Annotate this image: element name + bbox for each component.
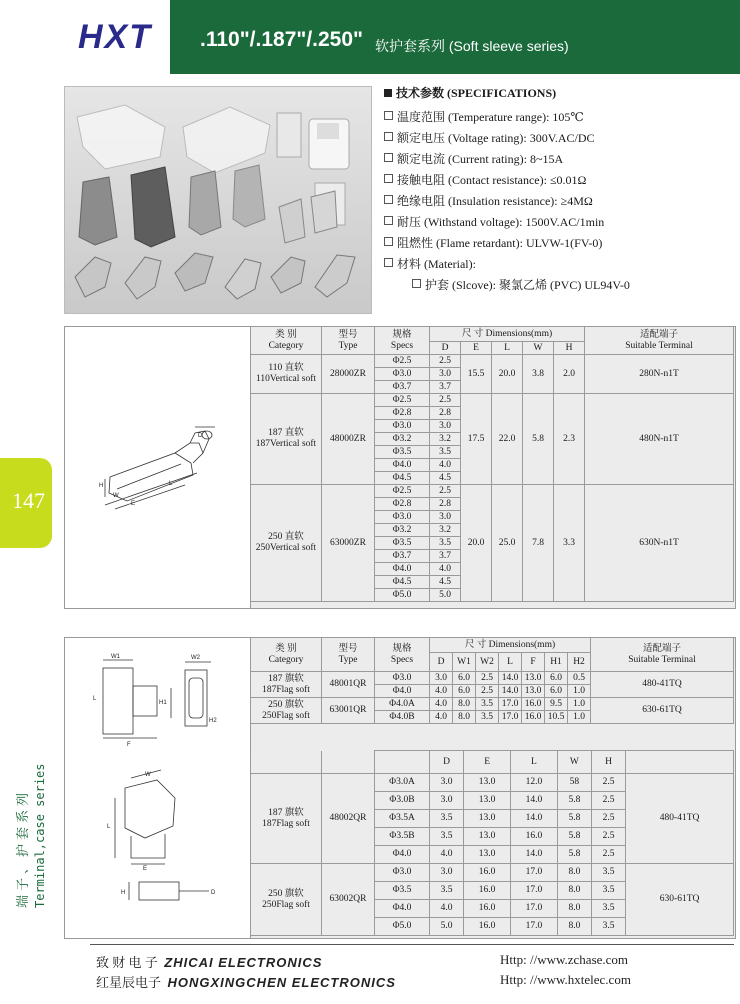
- spec-text: 额定电流 (Current rating): 8~15A: [397, 152, 564, 166]
- table-subheader-row: [251, 751, 734, 774]
- dim-cell: 10.5: [545, 711, 568, 724]
- spec-cell: Φ3.0: [375, 420, 430, 433]
- dim-cell: 6.0: [545, 672, 568, 685]
- table-header-row: [251, 638, 734, 653]
- dim-cell: 2.5: [476, 672, 499, 685]
- header-specs: 规格 Specs: [375, 327, 430, 355]
- dim-cell: 3.5: [592, 900, 626, 918]
- dim-cell: 2.5: [592, 828, 626, 846]
- spec-line: [384, 233, 734, 254]
- header-dim-col: H1: [545, 653, 568, 672]
- dim-cell: 16.0: [464, 864, 511, 882]
- dim-cell: 13.0: [464, 828, 511, 846]
- type-cell: 48000ZR: [322, 394, 375, 485]
- spec-text: 额定电压 (Voltage rating): 300V.AC/DC: [397, 131, 595, 145]
- dim-cell: 5.8: [557, 810, 591, 828]
- page-subtitle: 软护套系列 (Soft sleeve series): [375, 38, 569, 54]
- spec-cell: Φ3.0: [375, 368, 430, 381]
- dim-cell: 8.0: [557, 864, 591, 882]
- footer-company-cn: 红星辰电子: [96, 975, 162, 990]
- footer-company-2: [96, 972, 396, 991]
- category-cell: 187 旗软 187Flag soft: [251, 672, 322, 698]
- specs-heading: [384, 84, 734, 101]
- dim-cell: 3.0: [430, 864, 464, 882]
- dim-cell: 17.0: [499, 698, 522, 711]
- dim-cell: 13.0: [464, 846, 511, 864]
- type-cell: 63000ZR: [322, 485, 375, 602]
- header-dim-col: W: [523, 342, 554, 355]
- dim-cell: 4.0: [430, 711, 453, 724]
- dim-cell: 17.0: [511, 900, 558, 918]
- dim-cell: 3.0: [430, 672, 453, 685]
- table-row: [251, 485, 734, 498]
- dim-cell: 17.0: [511, 918, 558, 936]
- spec-line-material: [384, 275, 734, 296]
- product-photo: [64, 86, 372, 314]
- dim-d-cell: 3.0: [430, 511, 461, 524]
- spec-text: 绝缘电阻 (Insulation resistance): ≥4MΩ: [397, 194, 593, 208]
- dim-d-cell: 3.0: [430, 368, 461, 381]
- dim-d-cell: 4.5: [430, 472, 461, 485]
- header-dim-col: H2: [568, 653, 591, 672]
- dim-d-cell: 5.0: [430, 589, 461, 602]
- dim-d-cell: 3.2: [430, 433, 461, 446]
- dim-label-h: H: [99, 483, 104, 489]
- spec-cell: Φ3.0: [375, 864, 430, 882]
- spec-cell: Φ3.7: [375, 381, 430, 394]
- terminal-cell: 480-41TQ: [591, 672, 734, 698]
- spec-cell: Φ3.2: [375, 433, 430, 446]
- vertical-text-cn: 端子、护套系列: [16, 788, 31, 908]
- spec-table-vertical-soft: [250, 326, 734, 602]
- dim-d-cell: 2.5: [430, 355, 461, 368]
- spec-cell: Φ4.5: [375, 576, 430, 589]
- terminal-cell: 630-61TQ: [626, 864, 734, 936]
- header-dimensions: 尺 寸 Dimensions(mm): [430, 327, 585, 342]
- side-vertical-text-svg: [14, 740, 54, 910]
- spec-cell: Φ2.8: [375, 407, 430, 420]
- page-title: .110"/.187"/.250": [200, 28, 363, 51]
- spec-cell: Φ3.5A: [375, 810, 430, 828]
- dim-d-cell: 2.8: [430, 498, 461, 511]
- spec-line: [384, 254, 734, 275]
- spec-cell: Φ4.0: [375, 563, 430, 576]
- header-dim-col: D: [430, 751, 464, 774]
- spec-cell: Φ2.5: [375, 394, 430, 407]
- dim-w-cell: 5.8: [523, 394, 554, 485]
- header-dim-col: H: [554, 342, 585, 355]
- drawing-area-flag: [65, 638, 251, 938]
- brand-logo: HXT: [78, 18, 152, 56]
- dim-e-cell: 15.5: [461, 355, 492, 394]
- dim-d-cell: 4.5: [430, 576, 461, 589]
- table-header-row: [251, 327, 734, 342]
- blank-cell: [322, 751, 375, 774]
- header-category: 类 别 Category: [251, 638, 322, 672]
- specifications-block: [384, 84, 734, 296]
- terminal-cell: 480N-n1T: [585, 394, 734, 485]
- dim-cell: 14.0: [511, 846, 558, 864]
- spec-cell: Φ4.0A: [375, 698, 430, 711]
- dim-cell: 16.0: [522, 698, 545, 711]
- category-cell: 250 旗软 250Flag soft: [251, 698, 322, 724]
- dim-cell: 14.0: [511, 810, 558, 828]
- type-cell: 28000ZR: [322, 355, 375, 394]
- footer-company-cn: 致 财 电 子: [96, 955, 158, 970]
- dim-label-e: E: [143, 866, 148, 872]
- header-dim-col: W1: [453, 653, 476, 672]
- dim-label-h1: H1: [159, 700, 167, 706]
- dim-label-w: W: [113, 493, 119, 499]
- spec-text: 接触电阻 (Contact resistance): ≤0.01Ω: [397, 173, 587, 187]
- dim-cell: 13.0: [464, 810, 511, 828]
- header-dim-col: D: [430, 653, 453, 672]
- checkbox-square-icon: [412, 279, 421, 288]
- blank-cell: [375, 751, 430, 774]
- dim-h-cell: 3.3: [554, 485, 585, 602]
- checkbox-square-icon: [384, 195, 393, 204]
- dim-cell: 2.5: [592, 846, 626, 864]
- spec-line: [384, 212, 734, 233]
- dim-cell: 14.0: [511, 792, 558, 810]
- header-dimensions: 尺 寸 Dimensions(mm): [430, 638, 591, 653]
- spec-cell: Φ4.0B: [375, 711, 430, 724]
- dim-cell: 8.0: [557, 882, 591, 900]
- header-dim-col: E: [461, 342, 492, 355]
- header-dim-col: D: [430, 342, 461, 355]
- dim-cell: 4.0: [430, 900, 464, 918]
- dim-cell: 5.8: [557, 828, 591, 846]
- dim-cell: 8.0: [557, 900, 591, 918]
- checkbox-square-icon: [384, 237, 393, 246]
- spec-cell: Φ3.0: [375, 672, 430, 685]
- spec-cell: Φ3.5: [375, 537, 430, 550]
- dim-cell: 13.0: [464, 792, 511, 810]
- dim-d-cell: 4.0: [430, 459, 461, 472]
- dim-cell: 5.8: [557, 792, 591, 810]
- checkbox-square-icon: [384, 258, 393, 267]
- footer-company-en: HONGXINGCHEN ELECTRONICS: [167, 975, 396, 990]
- category-cell: 250 直软 250Vertical soft: [251, 485, 322, 602]
- dim-cell: 3.5: [430, 882, 464, 900]
- dim-cell: 16.0: [522, 711, 545, 724]
- dim-cell: 6.0: [453, 672, 476, 685]
- footer-company-en: ZHICAI ELECTRONICS: [164, 955, 323, 970]
- dim-cell: 14.0: [499, 685, 522, 698]
- spec-text: 阻燃性 (Flame retardant): ULVW-1(FV-0): [397, 236, 603, 250]
- dim-d-cell: 2.8: [430, 407, 461, 420]
- page-number-tab: [0, 458, 52, 548]
- dim-cell: 3.5: [592, 882, 626, 900]
- dim-cell: 3.0: [430, 792, 464, 810]
- dim-label-w2: W2: [191, 655, 200, 661]
- dim-cell: 4.0: [430, 846, 464, 864]
- dim-cell: 1.0: [568, 685, 591, 698]
- spec-text: 护套 (Slcove): 聚氯乙烯 (PVC) UL94V-0: [425, 278, 630, 292]
- type-cell: 63001QR: [322, 698, 375, 724]
- table-row: [251, 698, 734, 711]
- dim-d-cell: 4.0: [430, 563, 461, 576]
- dim-d-cell: 3.0: [430, 420, 461, 433]
- dim-l-cell: 25.0: [492, 485, 523, 602]
- spec-cell: Φ4.5: [375, 472, 430, 485]
- spec-cell: Φ3.0B: [375, 792, 430, 810]
- dim-cell: 14.0: [499, 672, 522, 685]
- dim-cell: 3.5: [592, 918, 626, 936]
- checkbox-square-icon: [384, 111, 393, 120]
- spec-line: [384, 149, 734, 170]
- dim-cell: 13.0: [522, 672, 545, 685]
- dim-cell: 8.0: [557, 918, 591, 936]
- header-dim-col: L: [499, 653, 522, 672]
- dim-cell: 2.5: [476, 685, 499, 698]
- table-row: [251, 774, 734, 792]
- header-specs: 规格 Specs: [375, 638, 430, 672]
- side-vertical-label: [14, 740, 54, 910]
- dim-label-f: F: [127, 742, 131, 748]
- terminal-cell: 630-61TQ: [591, 698, 734, 724]
- dim-e-cell: 20.0: [461, 485, 492, 602]
- type-cell: 48002QR: [322, 774, 375, 864]
- header-terminal: 适配端子 Suitable Terminal: [585, 327, 734, 355]
- spec-table-flag-soft: [250, 637, 734, 724]
- spec-cell: Φ4.0: [375, 685, 430, 698]
- checkbox-square-icon: [384, 216, 393, 225]
- header-dim-col: L: [492, 342, 523, 355]
- specs-heading-text: 技术参数 (SPECIFICATIONS): [396, 86, 557, 100]
- dim-d-cell: 3.7: [430, 550, 461, 563]
- dim-label-e: E: [131, 501, 136, 507]
- dim-cell: 16.0: [464, 918, 511, 936]
- dim-label-d: D: [211, 890, 216, 896]
- dim-label-h: H: [121, 890, 126, 896]
- dim-cell: 4.0: [430, 685, 453, 698]
- header-dim-col: H: [592, 751, 626, 774]
- bullet-square-icon: [384, 89, 392, 97]
- dim-w-cell: 7.8: [523, 485, 554, 602]
- spec-cell: Φ2.5: [375, 355, 430, 368]
- spec-cell: Φ5.0: [375, 918, 430, 936]
- spec-cell: Φ3.5: [375, 882, 430, 900]
- title-bar: [170, 0, 740, 74]
- blank-cell: [626, 751, 734, 774]
- spec-cell: Φ5.0: [375, 589, 430, 602]
- dim-e-cell: 17.5: [461, 394, 492, 485]
- dim-cell: 17.0: [511, 864, 558, 882]
- spec-cell: Φ3.0A: [375, 774, 430, 792]
- spec-line: [384, 191, 734, 212]
- terminal-cell: 480-41TQ: [626, 774, 734, 864]
- footer-url-2[interactable]: Http: //www.hxtelec.com: [500, 972, 631, 987]
- table-row: [251, 672, 734, 685]
- page-header: [0, 0, 740, 74]
- table-row: [251, 355, 734, 368]
- dim-d-cell: 2.5: [430, 394, 461, 407]
- dim-cell: 5.8: [557, 846, 591, 864]
- dim-cell: 3.5: [592, 864, 626, 882]
- spec-line: [384, 128, 734, 149]
- blank-cell: [251, 751, 322, 774]
- spec-cell: Φ3.2: [375, 524, 430, 537]
- dim-cell: 5.0: [430, 918, 464, 936]
- footer-divider: [90, 944, 734, 945]
- flag-sleeve-drawing: [65, 638, 250, 938]
- spec-text: 温度范围 (Temperature range): 105℃: [397, 110, 584, 124]
- dim-cell: 16.0: [464, 900, 511, 918]
- header-category: 类 别 Category: [251, 327, 322, 355]
- dim-label-w1: W1: [111, 654, 120, 660]
- spec-line: [384, 107, 734, 128]
- dim-cell: 3.5: [476, 711, 499, 724]
- header-dim-col: W: [557, 751, 591, 774]
- dim-cell: 12.0: [511, 774, 558, 792]
- dim-cell: 3.5: [430, 828, 464, 846]
- checkbox-square-icon: [384, 174, 393, 183]
- spec-cell: Φ3.0: [375, 511, 430, 524]
- category-cell: 250 旗软 250Flag soft: [251, 864, 322, 936]
- vertical-text-en: Terminal,case series: [33, 763, 47, 908]
- spec-cell: Φ3.7: [375, 550, 430, 563]
- dim-cell: 1.0: [568, 711, 591, 724]
- dim-cell: 9.5: [545, 698, 568, 711]
- dim-cell: 13.0: [464, 774, 511, 792]
- type-cell: 63002QR: [322, 864, 375, 936]
- terminal-cell: 280N-n1T: [585, 355, 734, 394]
- dim-cell: 3.0: [430, 774, 464, 792]
- header-dim-col: E: [464, 751, 511, 774]
- page-number: 147: [12, 488, 45, 513]
- header-terminal: 适配端子 Suitable Terminal: [591, 638, 734, 672]
- dim-h-cell: 2.3: [554, 394, 585, 485]
- terminal-cell: 630N-n1T: [585, 485, 734, 602]
- dim-cell: 16.0: [464, 882, 511, 900]
- category-cell: 110 直软 110Vertical soft: [251, 355, 322, 394]
- footer-company-1: [96, 952, 322, 971]
- header-dim-col: W2: [476, 653, 499, 672]
- dim-l-cell: 20.0: [492, 355, 523, 394]
- spec-cell: Φ3.5: [375, 446, 430, 459]
- spec-cell: Φ2.5: [375, 485, 430, 498]
- spec-table-flag-soft-2: [250, 750, 734, 936]
- dim-cell: 58: [557, 774, 591, 792]
- dim-cell: 2.5: [592, 774, 626, 792]
- dim-d-cell: 3.7: [430, 381, 461, 394]
- dim-d-cell: 3.5: [430, 537, 461, 550]
- dim-l-cell: 22.0: [492, 394, 523, 485]
- dim-cell: 17.0: [511, 882, 558, 900]
- spec-text: 耐压 (Withstand voltage): 1500V.AC/1min: [397, 215, 605, 229]
- dim-d-cell: 2.5: [430, 485, 461, 498]
- dim-cell: 6.0: [453, 685, 476, 698]
- category-cell: 187 旗软 187Flag soft: [251, 774, 322, 864]
- dim-label-h2: H2: [209, 718, 217, 724]
- table-row: [251, 864, 734, 882]
- table-row: [251, 394, 734, 407]
- spec-line: [384, 170, 734, 191]
- dim-cell: 3.5: [430, 810, 464, 828]
- dim-cell: 4.0: [430, 698, 453, 711]
- dim-d-cell: 3.2: [430, 524, 461, 537]
- spec-cell: Φ2.8: [375, 498, 430, 511]
- dim-cell: 1.0: [568, 698, 591, 711]
- header-type: 型号 Type: [322, 638, 375, 672]
- dim-h-cell: 2.0: [554, 355, 585, 394]
- header-type: 型号 Type: [322, 327, 375, 355]
- spec-cell: Φ4.0: [375, 459, 430, 472]
- dim-label-d: D: [198, 433, 203, 439]
- drawing-area: [65, 327, 251, 608]
- page-footer: [0, 944, 740, 1004]
- product-photo-illustration: [65, 87, 371, 313]
- dim-label-l2: L: [107, 824, 111, 830]
- dim-label-l: L: [93, 696, 97, 702]
- spec-cell: Φ4.0: [375, 900, 430, 918]
- dim-cell: 2.5: [592, 810, 626, 828]
- spec-cell: Φ4.0: [375, 846, 430, 864]
- dim-cell: 13.0: [522, 685, 545, 698]
- vertical-sleeve-drawing: [65, 327, 250, 608]
- dim-cell: 8.0: [453, 711, 476, 724]
- dim-w-cell: 3.8: [523, 355, 554, 394]
- dim-cell: 0.5: [568, 672, 591, 685]
- type-cell: 48001QR: [322, 672, 375, 698]
- header-dim-col: L: [511, 751, 558, 774]
- header-dim-col: F: [522, 653, 545, 672]
- logo-area: [0, 0, 170, 74]
- spec-cell: Φ3.5B: [375, 828, 430, 846]
- dim-cell: 6.0: [545, 685, 568, 698]
- category-cell: 187 直软 187Vertical soft: [251, 394, 322, 485]
- dim-label-l: L: [169, 481, 173, 487]
- dim-d-cell: 3.5: [430, 446, 461, 459]
- dim-cell: 3.5: [476, 698, 499, 711]
- dim-cell: 2.5: [592, 792, 626, 810]
- dim-label-w: W: [145, 772, 151, 778]
- dim-cell: 17.0: [499, 711, 522, 724]
- checkbox-square-icon: [384, 153, 393, 162]
- spec-text: 材料 (Material):: [397, 257, 476, 271]
- dim-cell: 16.0: [511, 828, 558, 846]
- dim-cell: 8.0: [453, 698, 476, 711]
- footer-url-1[interactable]: Http: //www.zchase.com: [500, 952, 629, 967]
- checkbox-square-icon: [384, 132, 393, 141]
